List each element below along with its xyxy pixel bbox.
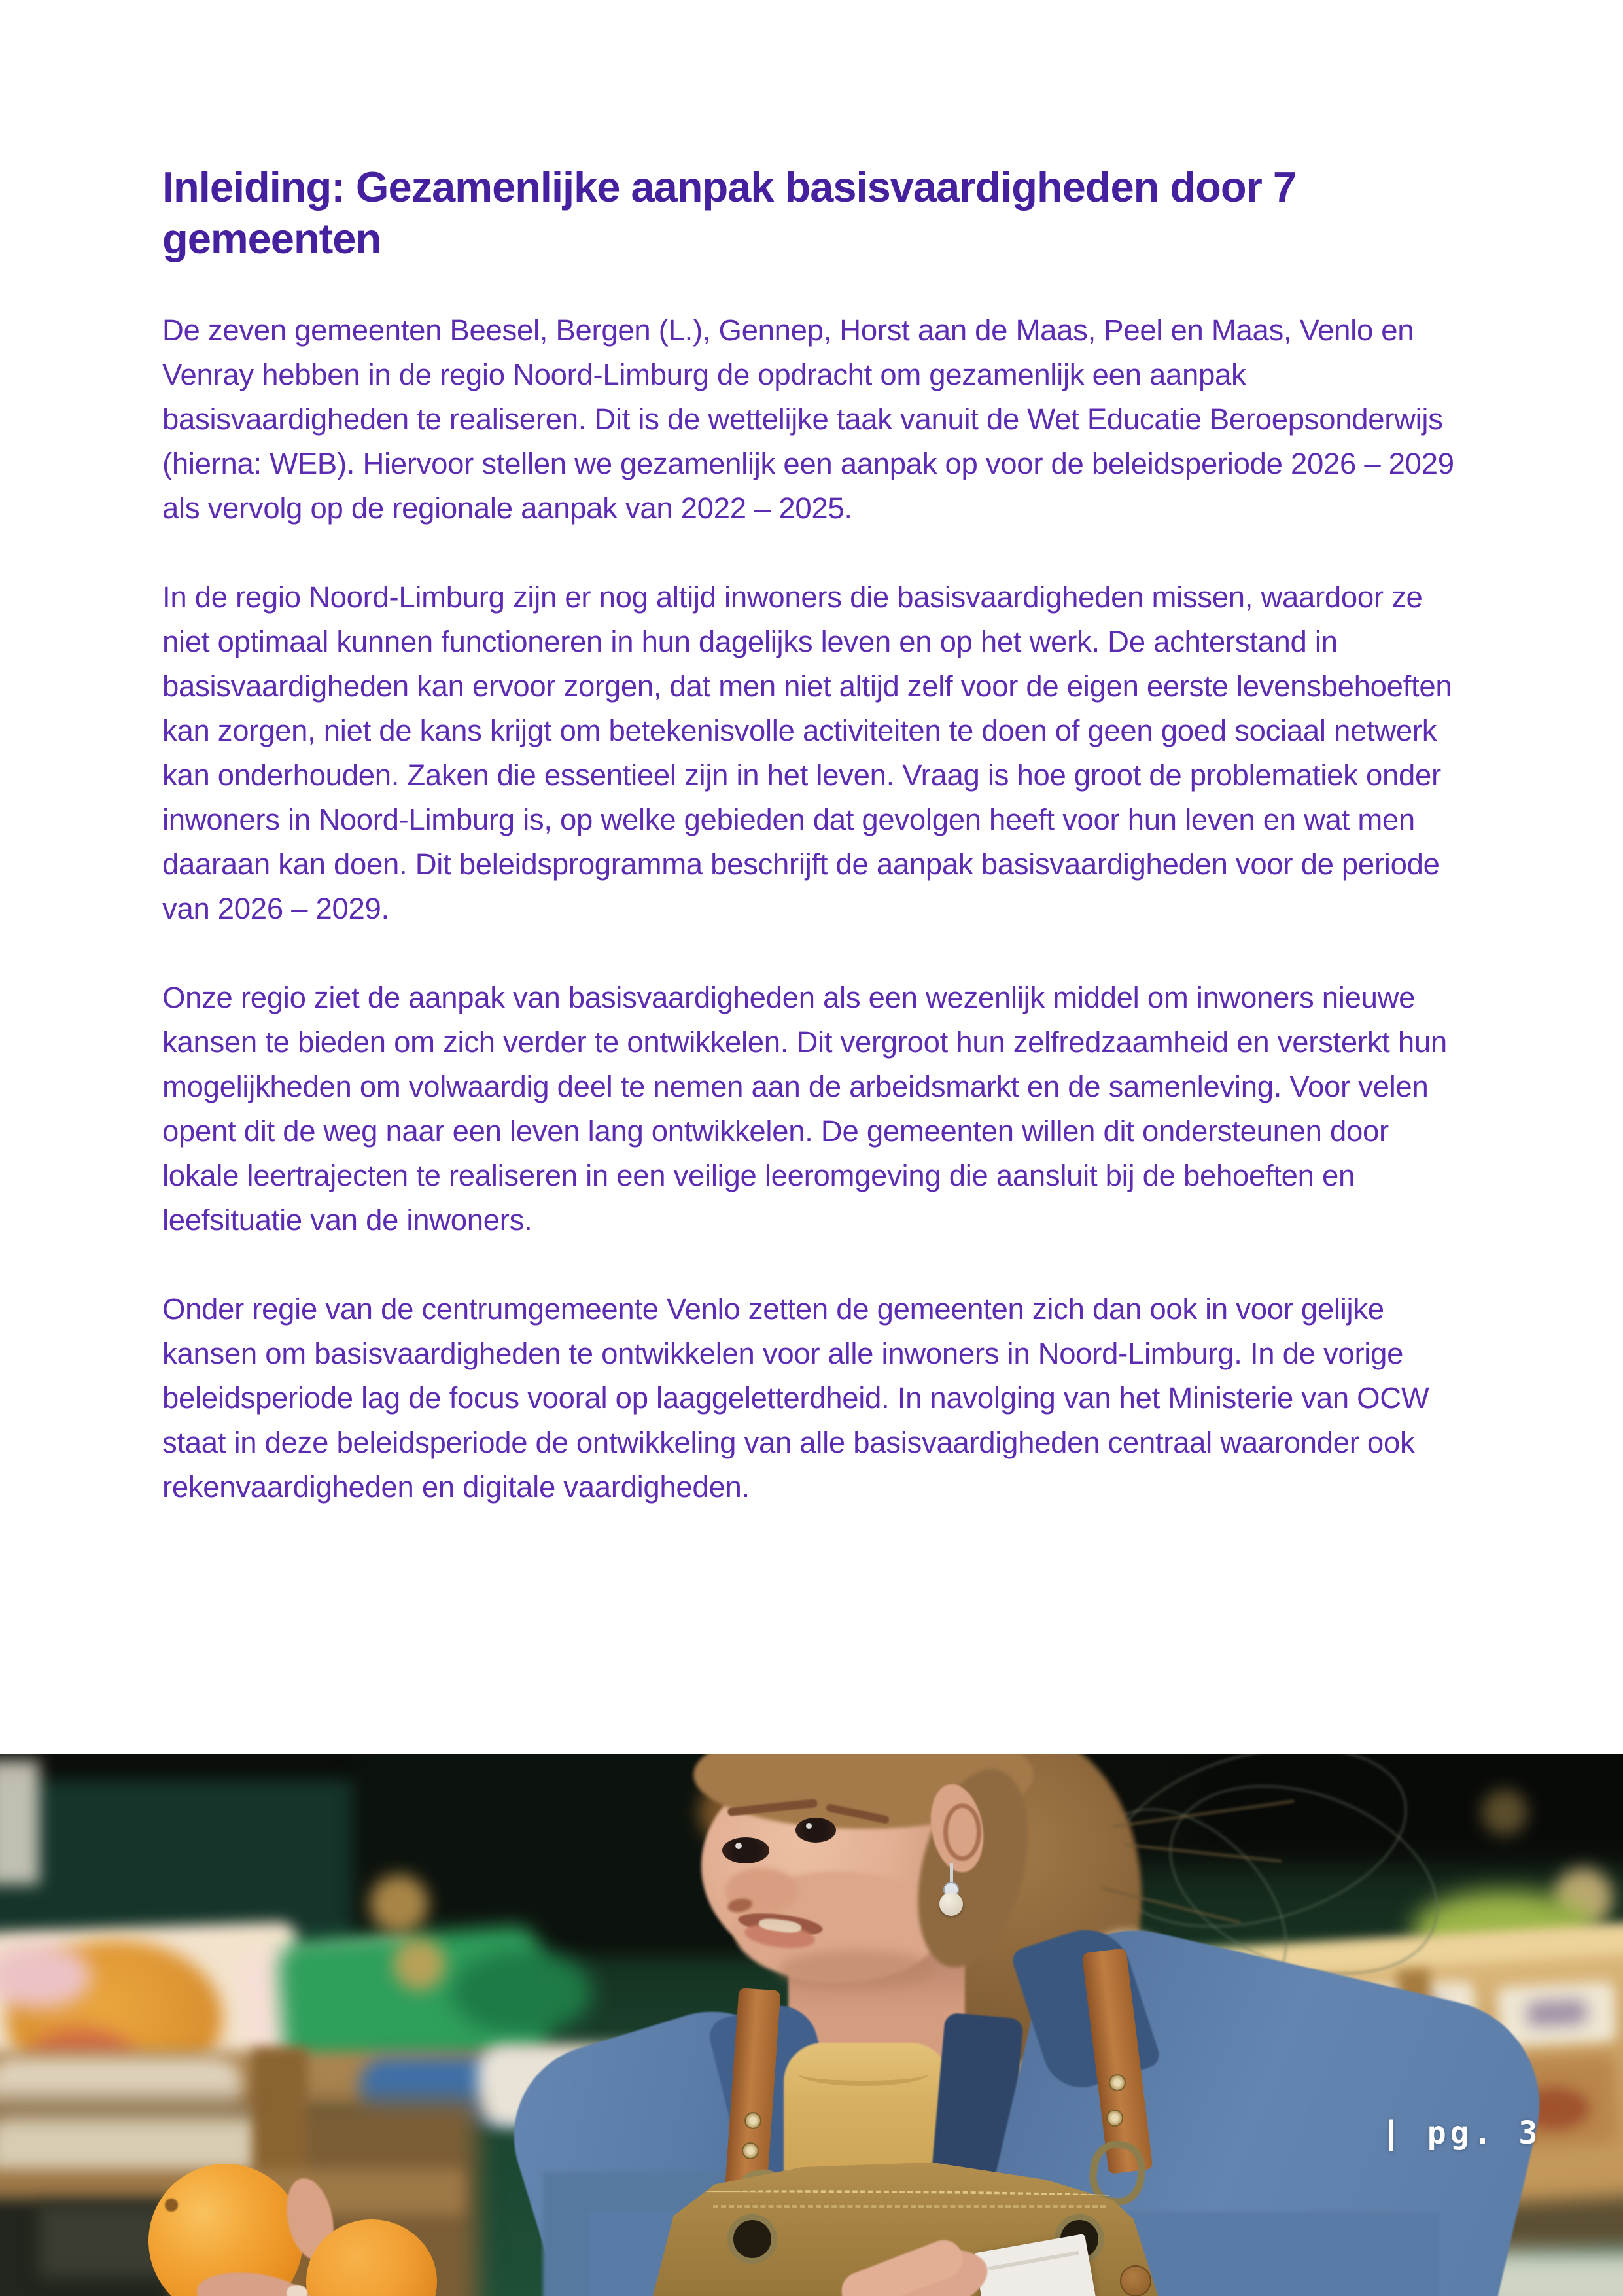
earring-pearl xyxy=(939,1892,963,1916)
turtleneck-fold xyxy=(798,2061,929,2086)
photo-green-sign-shadow xyxy=(451,1950,592,2035)
strap-rivet xyxy=(1106,2110,1123,2127)
strap-rivet xyxy=(742,2142,759,2159)
apron-stitching xyxy=(713,2205,1106,2212)
strap-rivet xyxy=(1109,2074,1126,2091)
orange-navel xyxy=(165,2199,178,2212)
jacket-button xyxy=(1120,2265,1151,2296)
page-content xyxy=(162,161,1465,1510)
photo-woman-grocery-store xyxy=(0,1754,1623,2296)
apron-grommet xyxy=(727,2214,777,2264)
woman-chin-shadow xyxy=(778,1950,935,1989)
bokeh-light xyxy=(1482,1790,1527,1835)
woman-eye xyxy=(722,1837,769,1863)
woman-ear-inner xyxy=(943,1803,981,1861)
woman-eye xyxy=(795,1818,836,1843)
strap-rivet xyxy=(744,2112,761,2129)
bokeh-light xyxy=(370,1875,428,1934)
bokeh-light xyxy=(393,1938,445,1990)
page-title: Inleiding: Gezamenlijke aanpak basisvaardigheden door 7 gemeenten xyxy=(162,163,1297,263)
paragraph-vision: Onze regio ziet de aanpak van basisvaardigheden als een wezenlijk middel om inwoners nieuwe kansen te bieden om zich verder te ontwikkelen. Dit vergroot hun zelfredzaamheid en versterkt hun mogelijkheden om volwaardig deel te nemen aan de arbeidsmarkt en de samenleving. Voor velen opent dit de weg naar een leven lang ontwikkelen. De gemeenten willen dit ondersteunen door lokale leertrajecten te realiseren in een veilige leeromgeving die aansluit bij de behoeften en leefsituatie van de inwoners. xyxy=(162,980,1447,1237)
paragraph-intro: De zeven gemeenten Beesel, Bergen (L.), Gennep, Horst aan de Maas, Peel en Maas, Venlo en Venray hebben in de regio Noord-Limburg de opdracht om gezamenlijk een aanpak basisvaardigheden te realiseren. Dit is de wettelijke taak vanuit de Wet Educatie Beroepsonderwijs (hierna: WEB). Hiervoor stellen we gezamenlijk een aanpak op voor de beleidsperiode 2026 – 2029 als vervolg op de regionale aanpak van 2022 – 2025. xyxy=(162,313,1454,525)
page-number: | pg. 3 xyxy=(1382,2115,1542,2151)
paragraph-problem: In de regio Noord-Limburg zijn er nog altijd inwoners die basisvaardigheden missen, waardoor ze niet optimaal kunnen functioneren in hun dagelijks leven en op het werk. De achterstand in basisvaardigheden kan ervoor zorgen, dat men niet altijd zelf voor de eigen eerste levensbehoeften kan zorgen, niet de kans krijgt om betekenisvolle activiteiten te doen of geen goed sociaal netwerk kan onderhouden. Zaken die essentieel zijn in het leven. Vraag is hoe groot de problematiek onder inwoners in Noord-Limburg is, op welke gebieden dat gevolgen heeft voor hun leven en wat men daaraan kan doen. Dit beleidsprogramma beschrijft de aanpak basisvaardigheden voor de periode van 2026 – 2029. xyxy=(162,580,1452,925)
fingernail xyxy=(287,2285,307,2296)
product-label-print xyxy=(1527,2000,1587,2027)
eye-glint xyxy=(735,1843,742,1849)
eye-glint xyxy=(806,1823,812,1829)
photo-white-sign-edge xyxy=(0,1760,39,1884)
paragraph-regie: Onder regie van de centrumgemeente Venlo zetten de gemeenten zich dan ook in voor gelijke kansen om basisvaardigheden te ontwikkelen voor alle inwoners in Noord-Limburg. In de vorige beleidsperiode lag de focus vooral op laaggeletterdheid. In navolging van het Ministerie van OCW staat in deze beleidsperiode de ontwikkeling van alle basisvaardigheden centraal waaronder ook rekenvaardigheden en digitale vaardigheden. xyxy=(162,1292,1429,1504)
